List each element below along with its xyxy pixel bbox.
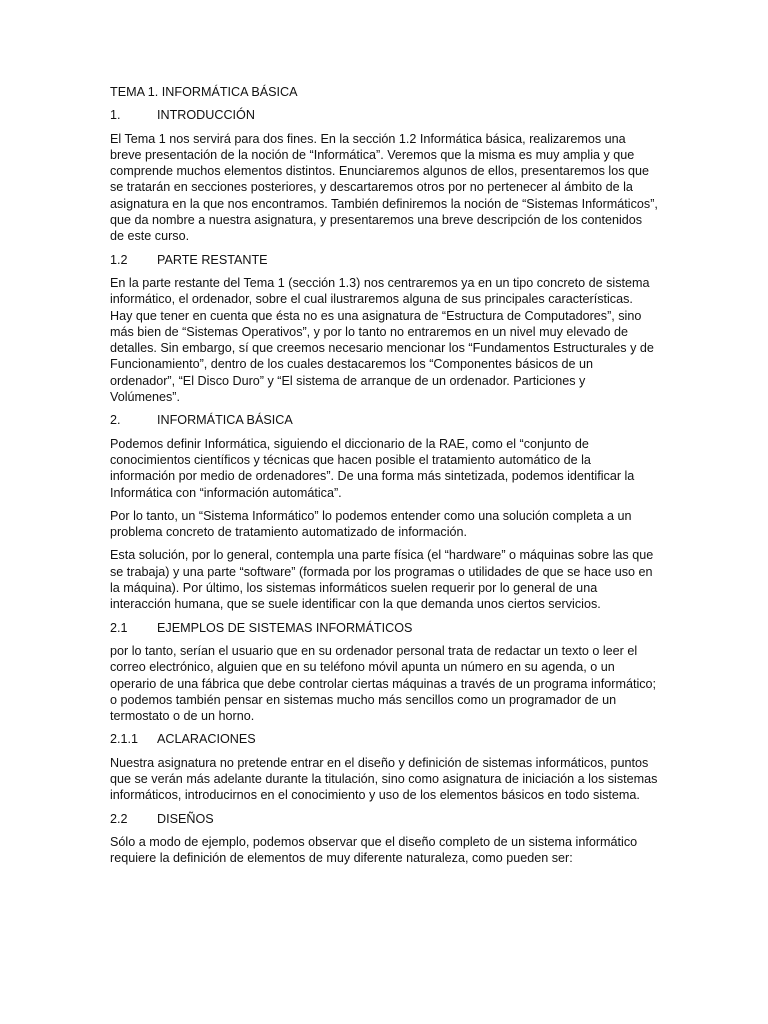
document-page xyxy=(110,84,658,873)
paragraph-disenos: Sólo a modo de ejemplo, podemos observar que el diseño completo de un sistema informático requiere la definición de elementos de muy diferente naturaleza, como pueden ser: xyxy=(110,834,638,866)
section-number: 1. xyxy=(110,108,121,123)
paragraph-solucion: Esta solución, por lo general, contempla una parte física (el “hardware” o máquinas sobre las que se trabaja) y una parte “software” (formada por los programas o utilidades de que se hace uso en la máquina). Por último, los sistemas informáticos suelen requerir por lo general de una interacción humana, que se suele identificar con la que demanda unos ciertos servicios. xyxy=(110,548,654,612)
paragraph-definicion: Podemos definir Informática, siguiendo el diccionario de la RAE, como el “conjunto de conocimientos científicos y técnicas que hacen posible el tratamiento automático de la información por medio de ordenadores”. De una forma más sintetizada, podemos identificar la Informática con “información automática”. xyxy=(110,436,635,500)
section-title: ACLARACIONES xyxy=(157,732,256,747)
paragraph-sistema-informatico: Por lo tanto, un “Sistema Informático” lo podemos entender como una solución completa a un problema concreto de tratamiento automatizado de información. xyxy=(110,508,632,540)
section-heading-1-2 xyxy=(110,252,658,268)
section-title: EJEMPLOS DE SISTEMAS INFORMÁTICOS xyxy=(157,620,413,635)
document-title: TEMA 1. INFORMÁTICA BÁSICA xyxy=(110,85,298,99)
section-heading-2-1-1 xyxy=(110,731,658,747)
paragraph-parte-restante: En la parte restante del Tema 1 (sección 1.3) nos centraremos ya en un tipo concreto de sistema informático, el ordenador, sobre el cual ilustraremos alguna de sus principales características. Hay que tener en cuenta que ésta no es una asignatura de “Estructura de Computadores”, sino más bien de “Sistemas Operativos”, y por lo tanto no entraremos en un nivel muy elevado de detalles. Sin embargo, sí que creemos necesario mencionar los “Fundamentos Estructurales y de Funcionamiento”, dentro de los cuales destacaremos los “Componentes básicos de un ordenador”, “El Disco Duro” y “El sistema de arranque de un ordenador. Particiones y Volúmenes”. xyxy=(110,275,654,405)
section-heading-1 xyxy=(110,107,658,123)
section-number: 2.2 xyxy=(110,811,128,826)
section-number: 2.1.1 xyxy=(110,732,139,747)
section-heading-2-1 xyxy=(110,620,658,636)
section-title: DISEÑOS xyxy=(157,811,214,826)
paragraph-ejemplos: por lo tanto, serían el usuario que en su ordenador personal trata de redactar un texto o leer el correo electrónico, alguien que en su teléfono móvil apunta un número en su agenda, o un operario de una fábrica que debe controlar ciertas máquinas a través de un programa informático; o podemos también pensar en sistemas mucho más sencillos como un programador de un termostato o de un horno. xyxy=(110,643,657,724)
section-number: 1.2 xyxy=(110,252,128,267)
section-title: INFORMÁTICA BÁSICA xyxy=(157,413,293,428)
paragraph-aclaraciones: Nuestra asignatura no pretende entrar en el diseño y definición de sistemas informáticos, puntos que se verán más adelante durante la titulación, sino como asignatura de iniciación a los sistemas informáticos, introducirnos en el conocimiento y uso de los elementos básicos en todo sistema. xyxy=(110,755,658,803)
section-title: INTRODUCCIÓN xyxy=(157,108,255,123)
section-heading-2 xyxy=(110,412,658,428)
section-title: PARTE RESTANTE xyxy=(157,252,268,267)
section-number: 2. xyxy=(110,413,121,428)
section-heading-2-2 xyxy=(110,811,658,827)
section-number: 2.1 xyxy=(110,620,128,635)
paragraph-introduccion: El Tema 1 nos servirá para dos fines. En la sección 1.2 Informática básica, realizaremos una breve presentación de la noción de “Informática”. Veremos que la misma es muy amplia y que comprende muchos elementos distintos. Enunciaremos algunos de ellos, presentaremos los que se tratarán en secciones posteriores, y descartaremos otros por no pertenecer al ámbito de la asignatura en la que nos encontramos. También definiremos la noción de “Sistemas Informáticos”, que da nombre a nuestra asignatura, y presentaremos una breve descripción de los contenidos de este curso. xyxy=(110,131,658,244)
